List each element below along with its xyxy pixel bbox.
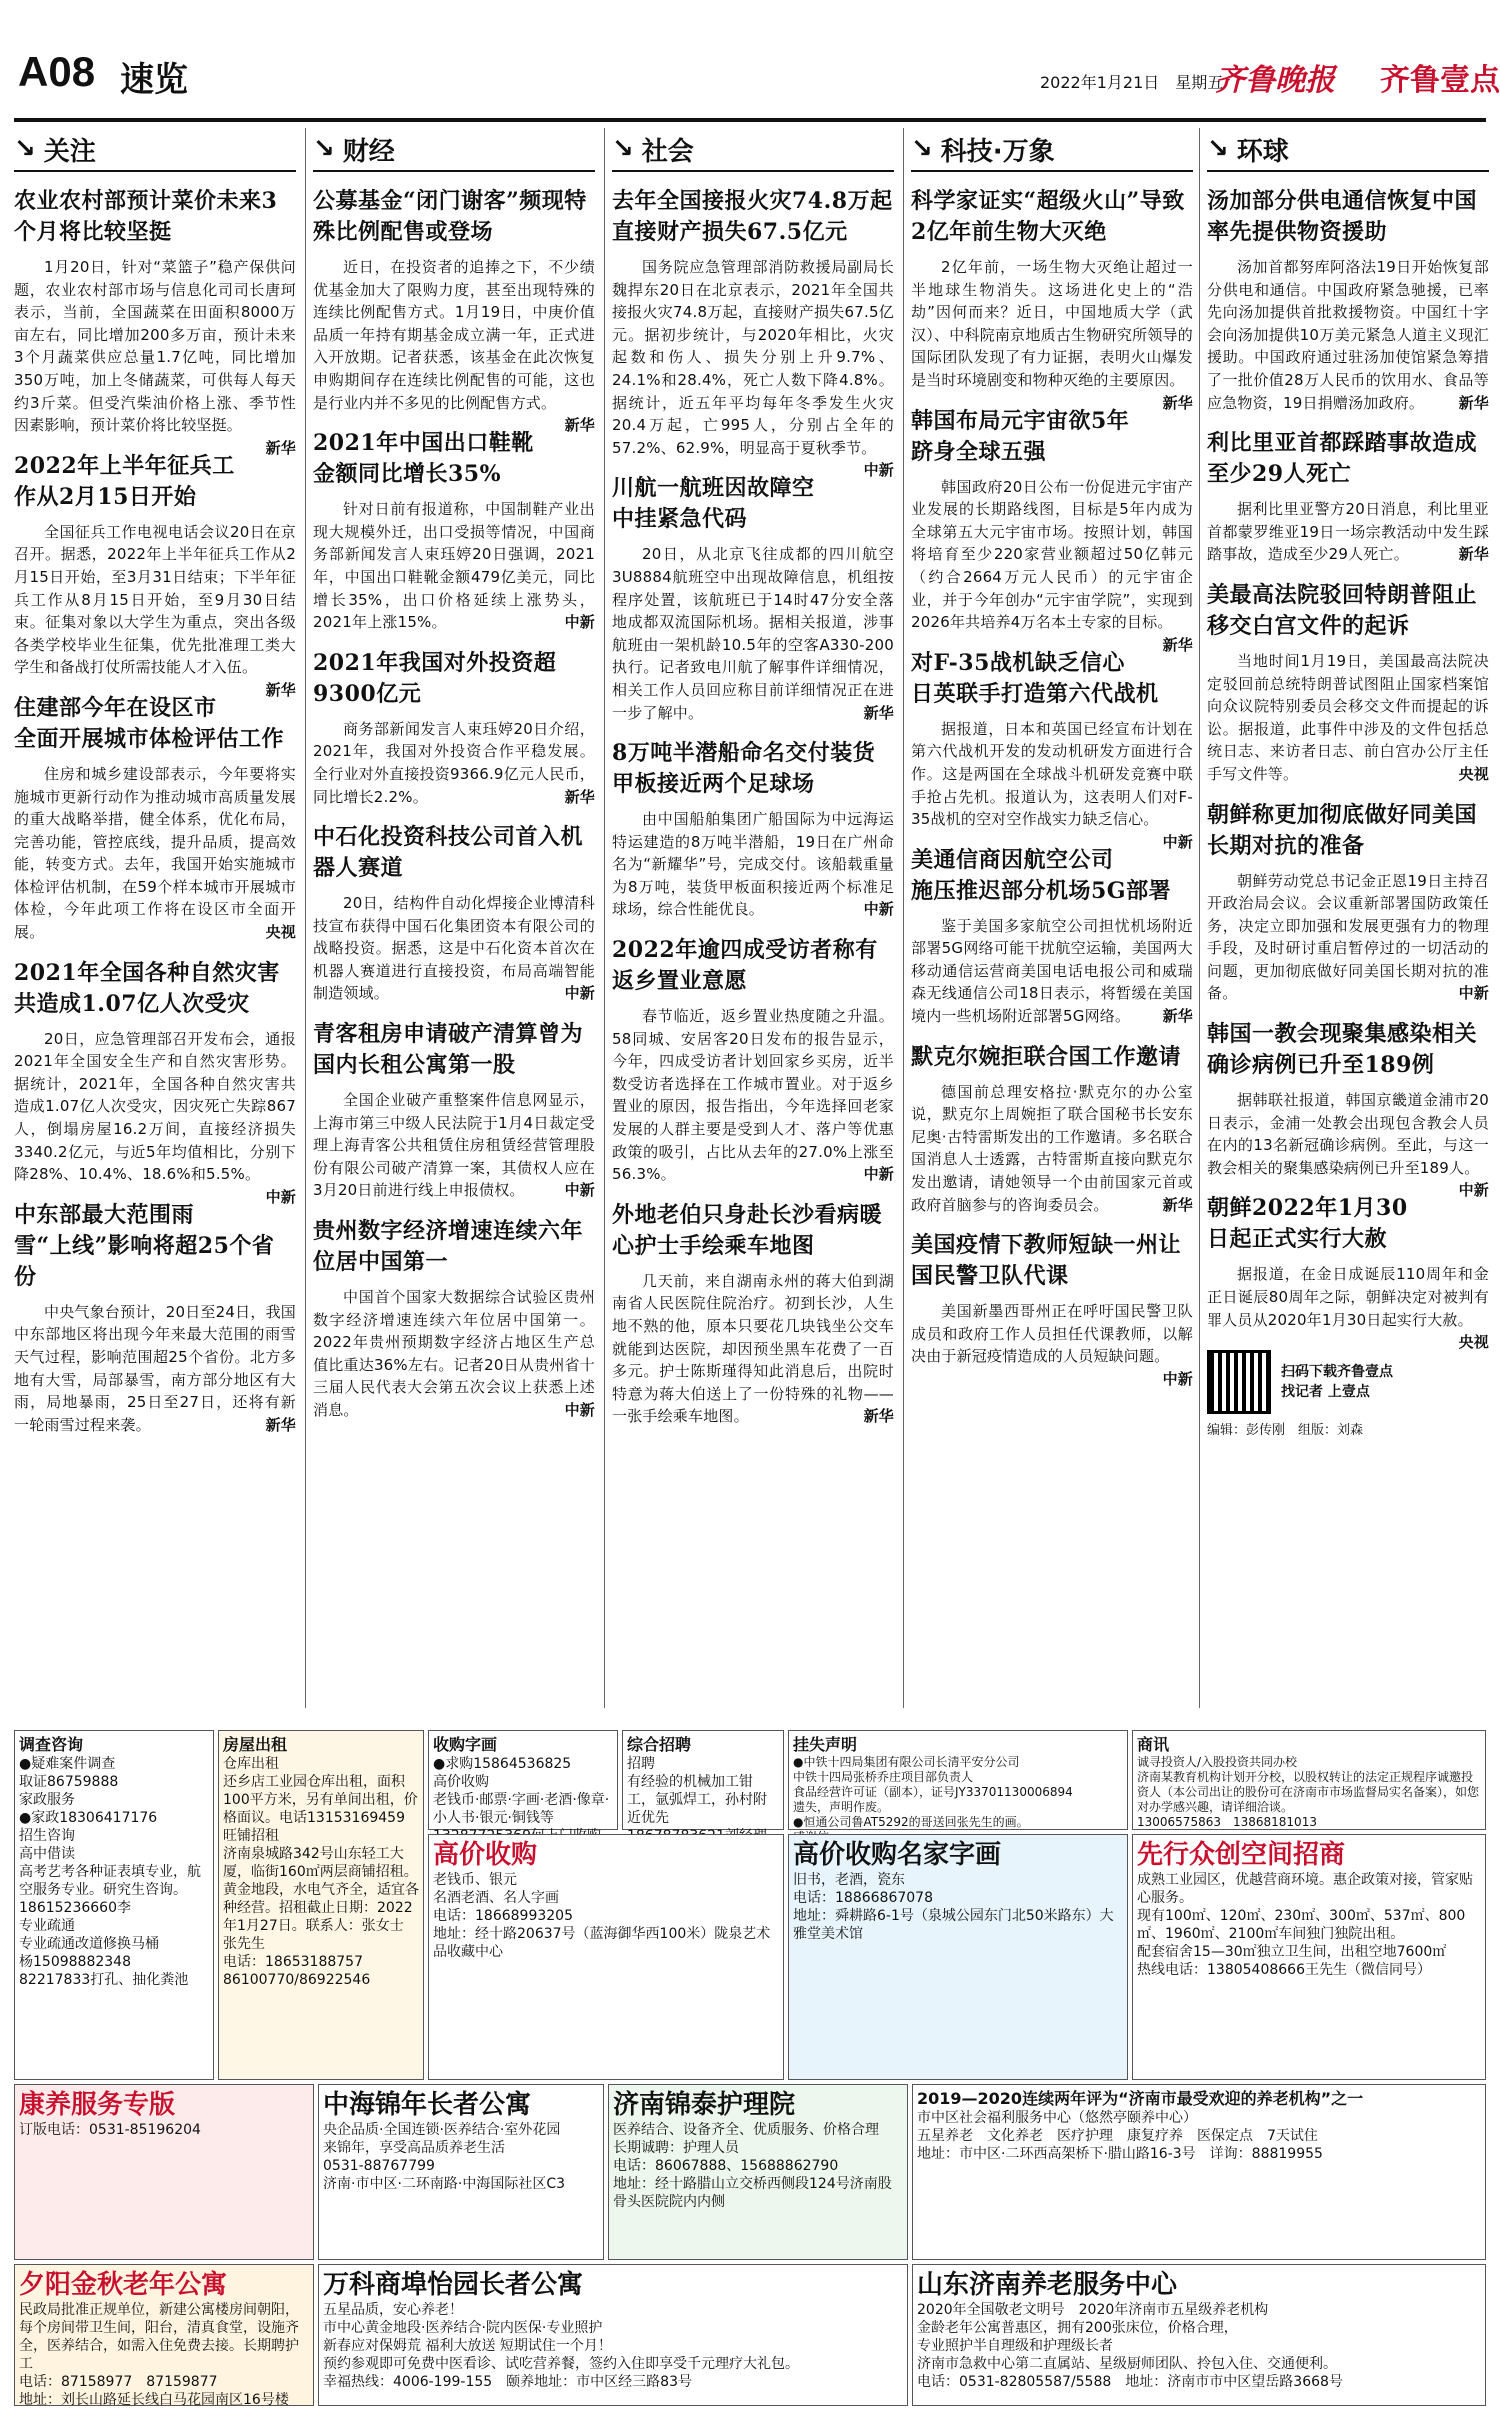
article-text: 鉴于美国多家航空公司担忧机场附近部署5G网络可能干扰航空运输，美国两大移动通信运营商美国电话电报公司和威瑞森无线通信公司18日表示，将暂缓在美国境内一些机场附近部署5G网络。: [911, 916, 1193, 1026]
article-source: 中新: [1162, 1370, 1193, 1388]
article-headline[interactable]: 住建部今年在设区市全面开展城市体检评估工作: [14, 694, 285, 752]
ad-line: 济南·市中区·二环南路·中海国际社区C3: [323, 2176, 566, 2192]
column-divider: [305, 128, 306, 1708]
article-headline[interactable]: 利比里亚首都踩踏事故造成至少29人死亡: [1207, 430, 1478, 488]
article: [612, 738, 894, 921]
article: [313, 428, 595, 634]
ad-line: 电话：18668993205: [433, 1908, 573, 1924]
qr-subtitle: 找记者 上壹点: [1281, 1384, 1370, 1401]
article-source: 新华: [564, 416, 595, 435]
ad-line: 山东济南养老服务中心: [917, 2270, 1178, 2300]
article-text: 据韩联社报道，韩国京畿道金浦市20日表示，金浦一处教会出现包含教会人员在内的13名新冠确诊病例。至此，与这一教会相关的聚集感染病例已升至189人。: [1207, 1091, 1489, 1177]
article-source: 央视: [1458, 1333, 1489, 1352]
ad-line: 专业疏通改道修换马桶: [19, 1936, 159, 1952]
ad-line: 金龄老年公寓普惠区，拥有200张床位，价格合理，: [917, 2320, 1238, 2336]
issue-date: 2022年1月21日 星期五: [1040, 73, 1224, 92]
ad-lost-notice: [788, 1730, 1128, 1830]
article-source: 新华: [863, 1407, 894, 1426]
ad-line: 挂失声明: [793, 1735, 858, 1754]
article-body: [911, 915, 1193, 1028]
ad-line: 央企品质·全国连锁·医养结合·室外花园: [323, 2122, 561, 2138]
ad-line: 高价收购: [433, 1774, 489, 1790]
article-source: 中新: [1458, 984, 1489, 1003]
article: [313, 648, 595, 808]
article-source: 新华: [265, 438, 296, 457]
article-body: [313, 1089, 595, 1202]
article-source: 新华: [1162, 1007, 1193, 1026]
ad-line: 综合招聘: [627, 1735, 692, 1754]
article-text: 由中国船舶集团广船国际为中远海运特运建造的8万吨半潜船，19日在广州命名为“新耀华”号，完成交付。该船载重量为8万吨，装货甲板面积接近两个标准足球场，综合性能优良。: [612, 810, 894, 919]
page-section-title: 速览: [120, 60, 188, 100]
column-header: [313, 128, 595, 172]
article-body: [1207, 498, 1489, 566]
article-body: [313, 892, 595, 1005]
ad-line: 民政局批准正规单位，新建公寓楼房间朝阳，每个房间带卫生间，阳台，清真食堂，设施齐全，医养结合，如需入住免费去接。长期聘护工: [19, 2302, 299, 2372]
article-source: 新华: [863, 703, 894, 722]
ad-line: 先行众创空间招商: [1137, 1840, 1346, 1870]
article-body: [612, 808, 894, 921]
ad-line: 名酒老酒、名人字画: [433, 1890, 559, 1906]
ad-line: 收购字画: [433, 1735, 498, 1754]
article-body: [911, 1300, 1193, 1388]
article-source: 中新: [564, 613, 595, 632]
ad-line: 医养结合、设备齐全、优质服务、价格合理: [613, 2122, 879, 2138]
ad-line: 仓库出租: [223, 1756, 279, 1772]
article-body: [1207, 1263, 1489, 1352]
ad-line: 专业照护半自理级和护理级长者: [917, 2338, 1113, 2354]
article-text: 美国新墨西哥州正在呼吁国民警卫队成员和政府工作人员担任代课教师，以解决由于新冠疫情造成的人员短缺问题。: [911, 1302, 1193, 1366]
ad-line: 高考艺考各种证表填专业，航空服务专业。研究生咨询。: [19, 1864, 201, 1898]
article-text: 韩国政府20日公布一份促进元宇宙产业发展的长期路线图，目标是5年内成为全球第五大元宇宙市场。按照计划，韩国将培育至少220家营业额超过50亿韩元（约合2664万元人民币）的元宇宙企业，并于今年创办“元宇宙学院”，实现到2026年共培养4万名本土专家的目标。: [911, 477, 1193, 632]
article-headline[interactable]: 美最高法院驳回特朗普阻止移交白宫文件的起诉: [1207, 581, 1478, 639]
article-body: [14, 256, 296, 457]
ad-line: 旺铺招租: [223, 1828, 279, 1844]
ad-line: 地址：经十路20637号（蓝海御华西100米）陇泉艺术品收藏中心: [433, 1926, 771, 1960]
article-headline[interactable]: 8万吨半潜船命名交付装货甲板接近两个足球场: [612, 740, 876, 798]
column-header: [612, 128, 894, 172]
ad-recruitment: [622, 1730, 784, 1830]
ad-line: 五星养老 文化养老 医疗护理 康复疗养 医保定点 7天试住: [917, 2128, 1318, 2144]
ad-line: 房屋出租: [223, 1735, 288, 1754]
ad-line: 13006575863 13868181013: [1137, 1815, 1317, 1829]
article: [1207, 186, 1489, 414]
ad-line: 现有100㎡、120㎡、230㎡、300㎡、537㎡、800㎡、1960㎡、2100㎡车间独门独院出租。: [1137, 1908, 1466, 1942]
article-headline[interactable]: 农业农村部预计菜价未来3个月将比较坚挺: [14, 188, 278, 245]
article-headline[interactable]: 默克尔婉拒联合国工作邀请: [911, 1043, 1182, 1070]
ad-jinan-elderly-center: [912, 2264, 1486, 2406]
ad-line: 中海锦年长者公寓: [323, 2090, 532, 2120]
article: [1207, 580, 1489, 786]
ad-line: 专业疏通: [19, 1918, 75, 1934]
advertisement-area: [14, 1730, 1486, 2406]
article-body: [1207, 256, 1489, 414]
article-source: 中新: [1162, 832, 1193, 851]
ad-line: 电话：87158977 87159877: [19, 2374, 218, 2390]
article: [313, 822, 595, 1005]
article: [1207, 800, 1489, 1006]
ad-line: 济南市急救中心第二直属站、星级厨师团队、拎包入住、交通便利。: [917, 2356, 1337, 2372]
ad-line: 老钱币、银元: [433, 1872, 517, 1888]
article-body: [1207, 870, 1489, 1006]
ad-line: 康养服务专版: [19, 2090, 176, 2120]
article-headline[interactable]: 2022年上半年征兵工作从2月15日开始: [14, 452, 235, 510]
ad-line: 济南泉城路342号山东轻工大厦，临街160㎡两层商铺招租。黄金地段，水电气齐全，适宜各种经营。招租截止日期：2022年1月27日。联系人：张女士 张先生: [223, 1846, 419, 1952]
article-text: 2亿年前，一场生物大灭绝让超过一半地球生物消失。这场进化史上的“浩劫”因何而来？近日，中国地质大学（武汉）、中科院南京地质古生物研究所领导的国际团队发现了有力证据，表明火山爆发是当时环境剧变和物种灭绝的主要原因。: [911, 258, 1193, 389]
ad-business-news: [1132, 1730, 1486, 1830]
article-headline[interactable]: 2022年逾四成受访者称有返乡置业意愿: [612, 937, 878, 995]
article-headline[interactable]: 贵州数字经济增速连续六年位居中国第一: [313, 1218, 584, 1276]
article-body: [612, 256, 894, 480]
ad-line: ●家政18306417176: [19, 1810, 158, 1826]
article-headline[interactable]: 去年全国接报火灾74.8万起直接财产损失67.5亿元: [612, 188, 893, 245]
ad-line: 招生咨询: [19, 1828, 75, 1844]
article-text: 德国前总理安格拉·默克尔的办公室说，默克尔上周婉拒了联合国秘书长安东尼奥·古特雷斯发出的工作邀请。多名联合国消息人士透露，古特雷斯直接向默克尔发出邀请，请她领导一个由前国家元首或政府首脑参与的咨询委员会。: [911, 1082, 1193, 1214]
article-body: [14, 521, 296, 699]
ad-line: 有经验的机械加工钳工，氩弧焊工，孙村附近优先: [627, 1774, 767, 1826]
ad-line: ●中铁十四局集团有限公司长清平安分公司: [793, 1755, 1020, 1769]
article: [1207, 428, 1489, 566]
article-headline[interactable]: 朝鲜称更加彻底做好同美国长期对抗的准备: [1207, 801, 1478, 859]
ad-line: 来锦年，享受高品质养老生活: [323, 2140, 505, 2156]
ad-line: ●求购15864536825: [433, 1756, 572, 1772]
arrow-icon: ↘: [911, 134, 933, 164]
article-body: [313, 256, 595, 435]
article-source: 中新: [265, 1187, 296, 1206]
ad-line: 0531-88767799: [323, 2158, 435, 2174]
ad-line: 诚寻投资人/入股投资共同办校: [1137, 1755, 1298, 1769]
article-text: 中国首个国家大数据综合试验区贵州数字经济增速连续六年位居中国第一。2022年贵州预期数字经济占地区生产总值比重达36%左右。记者20日从贵州省十三届人民代表大会第五次会议上获悉上述消息。: [313, 1288, 595, 1419]
article-body: [1207, 650, 1489, 786]
article-text: 据报道，在金日成诞辰110周年和金正日诞辰80周年之际，朝鲜决定对被判有罪人员从2020年1月30日起实行大赦。: [1207, 1265, 1489, 1329]
article-source: 中新: [564, 984, 595, 1003]
ad-line: 2019—2020连续两年评为“济南市最受欢迎的养老机构”之一: [917, 2089, 1364, 2108]
column-header: [1207, 128, 1489, 172]
ad-line: 济南锦泰护理院: [613, 2090, 796, 2120]
article: [612, 1200, 894, 1428]
article-text: 据利比里亚警方20日消息，利比里亚首都蒙罗维亚19日一场宗教活动中发生踩踏事故，造成至少29人死亡。: [1207, 500, 1489, 564]
article: [14, 451, 296, 699]
ad-office-space: [1132, 1834, 1486, 2080]
ad-line: 旧书，老酒，瓷东: [793, 1872, 905, 1888]
ad-line: 中铁十四局张桥乔庄项目部负责人: [793, 1770, 974, 1784]
article: [14, 1200, 296, 1437]
column-title: 环球: [1236, 136, 1289, 167]
article-source: 新华: [1162, 393, 1193, 412]
article: [313, 1216, 595, 1422]
ad-line: 18615236660李: [19, 1900, 131, 1916]
ad-classified-left: [14, 1730, 214, 2080]
ad-line: 高价收购名家字画: [793, 1840, 1002, 1870]
ad-property-rental: [218, 1730, 424, 2080]
article-headline[interactable]: 2021年中国出口鞋靴金额同比增长35%: [313, 430, 534, 488]
ad-line: 预约参观即可免费中医看诊、试吃营养餐，签约入住即享受千元理疗大礼包。: [323, 2356, 799, 2372]
article-text: 住房和城乡建设部表示，今年要将实施城市更新行动作为推动城市高质量发展的重大战略举措，健全体系，优化布局，完善功能，管控底线，提升品质，提高效能，转变方式。去年，我国开始实施城市体检评估机制，在59个样本城市开展城市体检，今年此项工作将在设区市全面开展。: [14, 764, 296, 942]
ad-line: 2020年全国敬老文明号 2020年济南市五星级养老机构: [917, 2302, 1269, 2318]
article-source: 央视: [1458, 764, 1489, 783]
ad-line: 招聘: [627, 1756, 655, 1772]
article-source: 新华: [265, 680, 296, 699]
article-body: [1207, 1089, 1489, 1200]
column-4: [911, 128, 1193, 1708]
article-text: 春节临近，返乡置业热度随之升温。58同城、安居客20日发布的报告显示，今年，四成受访者计划回家乡买房，近半数受访者选择在工作城市置业。对于返乡置业的原因，报告指出，今年选择回老家发展的人群主要是受到人才、落户等优惠政策的吸引，占比从去年的27.0%上涨至56.3%。: [612, 1007, 894, 1184]
ad-line: 配套宿舍15—30㎡独立卫生间，出租空地7600㎡: [1137, 1944, 1447, 1960]
article: [911, 1230, 1193, 1388]
article-body: [14, 763, 296, 944]
article-source: 新华: [564, 787, 595, 806]
article-source: 中新: [564, 1181, 595, 1200]
article-source: 中新: [863, 1165, 894, 1184]
article-body: [313, 718, 595, 808]
page-header: [0, 0, 1500, 120]
ad-line: 幸福热线：4006-199-155 颐养地址：市中区经三路83号: [323, 2374, 692, 2390]
ad-high-price-buy: [428, 1834, 784, 2080]
article-source: 中新: [564, 1401, 595, 1419]
ad-line: 调查咨询: [19, 1735, 84, 1754]
article-source: 央视: [265, 923, 296, 942]
ad-line: 还乡店工业园仓库出租，面积100平方米，另有单间出租，价格面议。电话13153169459: [223, 1774, 418, 1826]
app-logo: 齐鲁壹点: [1380, 63, 1500, 98]
ad-xiyang-apartment: [14, 2264, 314, 2406]
column-divider: [903, 128, 904, 1708]
ad-line: 订版电话：0531-85196204: [19, 2122, 201, 2138]
article-headline[interactable]: 汤加部分供电通信恢复中国率先提供物资援助: [1207, 188, 1478, 245]
ad-line: 家政服务: [19, 1792, 75, 1808]
article-headline[interactable]: 科学家证实“超级火山”导致2亿年前生物大灭绝: [911, 188, 1185, 245]
qr-code-icon[interactable]: [1207, 1350, 1271, 1414]
article-body: [911, 1081, 1193, 1217]
ad-line: 成熟工业园区，优越营商环境。惠企政策对接，管家贴心服务。: [1137, 1872, 1473, 1906]
article-text: 针对日前有报道称，中国制鞋产业出现大规模外迁，出口受损等情况，中国商务部新闻发言人束珏婷20日强调，2021年，中国出口鞋靴金额479亿美元，同比增长35%，出口价格延续上涨势头，2021年上涨15%。: [313, 500, 595, 632]
column-header: [911, 128, 1193, 172]
column-2: [313, 128, 595, 1708]
article: [911, 186, 1193, 412]
column-title: 科技·万象: [940, 136, 1055, 167]
qr-block: [1207, 1349, 1429, 1415]
arrow-icon: ↘: [1207, 134, 1229, 164]
column-1: [14, 128, 296, 1708]
qr-label: 扫码下载齐鲁壹点: [1281, 1364, 1393, 1381]
ad-line: 电话：0531-82805587/5588 地址：济南市市中区望岳路3668号: [917, 2374, 1343, 2390]
article: [911, 648, 1193, 851]
ad-vanke-apartment: [318, 2264, 908, 2406]
ad-collect-calligraphy: [428, 1730, 618, 1830]
ad-line: 长期诚聘：护理人员: [613, 2140, 739, 2156]
ad-line: 食品经营许可证（副本），证号JY33701130006894: [793, 1785, 1073, 1799]
header-rule: [14, 118, 1486, 122]
article-body: [911, 476, 1193, 654]
article-headline[interactable]: 对F-35战机缺乏信心日英联手打造第六代战机: [911, 649, 1159, 707]
article-source: 新华: [1162, 1195, 1193, 1214]
article-headline[interactable]: 2021年全国各种自然灾害共造成1.07亿人次受灾: [14, 959, 280, 1017]
ad-line: 地址：舜耕路6-1号（泉城公园东门北50米路东）大雅堂美术馆: [793, 1908, 1114, 1942]
ad-line: 新春应对保姆荒 福利大放送 短期试住一个月！: [323, 2338, 612, 2354]
column-title: 财经: [342, 136, 395, 167]
article-text: 国务院应急管理部消防救援局副局长魏捍东20日在北京表示，2021年全国共接报火灾74.8万起，直接财产损失67.5亿元。据初步统计，与2020年相比，火灾起数和伤人、损失分别上升9.7%、24.1%和28.4%，死亡人数下降4.8%。据统计，近五年平均每年冬季发生火灾20.4万起，亡995人，分别占全年的57.2%、62.9%，明显高于夏秋季节。: [612, 258, 894, 457]
article-text: 商务部新闻发言人束珏婷20日介绍，2021年，我国对外投资合作平稳发展。全行业对外直接投资9366.9亿元人民币，同比增长2.2%。: [313, 719, 595, 806]
article-text: 几天前，来自湖南永州的蒋大伯到湖南省人民医院住院治疗。初到长沙，人生地不熟的他，原本只要花几块钱坐公交车就能到达医院，却因预坐黑车花费了一百多元。护士陈斯瑾得知此消息后，出院时特意为蒋大伯送上了一份特殊的礼物——一张手绘乘车地图。: [612, 1271, 894, 1426]
article-headline[interactable]: 2021年我国对外投资超9300亿元: [313, 649, 557, 707]
ad-line: 地址：刘长山路延长线白马花园南区16号楼: [19, 2392, 289, 2408]
article-headline[interactable]: 美通信商因航空公司施压推迟部分机场5G部署: [911, 846, 1172, 904]
ad-line: 热线电话：13805408666王先生（微信同号）: [1137, 1962, 1431, 1978]
article: [612, 935, 894, 1186]
ad-line: 万科商埠怡园长者公寓: [323, 2270, 584, 2300]
ad-line: 老钱币·邮票·字画·老酒·像章·小人书·银元·铜钱等: [433, 1792, 610, 1826]
article-headline[interactable]: 中石化投资科技公司首入机器人赛道: [313, 824, 584, 882]
ad-line: 市中心黄金地段·医养结合·院内医保·专业照护: [323, 2320, 603, 2336]
article: [313, 1019, 595, 1202]
article-headline[interactable]: 外地老伯只身赴长沙看病暖心护士手绘乘车地图: [612, 1201, 883, 1259]
arrow-icon: ↘: [612, 134, 634, 164]
article-source: 中新: [863, 461, 894, 480]
article-body: [911, 256, 1193, 412]
arrow-icon: ↘: [14, 134, 36, 164]
article-body: [612, 543, 894, 724]
article-headline[interactable]: 韩国布局元宇宙欲5年跻身全球五强: [911, 407, 1130, 465]
column-divider: [1199, 128, 1200, 1708]
article-text: 当地时间1月19日，美国最高法院决定驳回前总统特朗普试图阻止国家档案馆向众议院特别委员会移交文件而提起的诉讼。据报道，此事件中涉及的文件包括总统日志、来访者日志、前白宫办公厅主任手写文件等。: [1207, 651, 1489, 783]
article-text: 全国征兵工作电视电话会议20日在京召开。据悉，2022年上半年征兵工作从2月15日开始，至3月31日结束；下半年征兵工作从8月15日开始，至9月30日结束。征集对象以大学生为重点，突出各级各类学校毕业生征集，优先批准理工类大学生和备战打仗所需技能人才入伍。: [14, 522, 296, 677]
qr-caption: [1281, 1362, 1393, 1402]
article-body: [612, 1005, 894, 1186]
ad-health-special: [14, 2084, 314, 2260]
article-body: [313, 498, 595, 634]
article-text: 近日，在投资者的追捧之下，不少绩优基金加大了限购力度，甚至出现特殊的连续比例配售方式。1月19日，中庚价值品质一年持有期基金成立满一年，正式进入开放期。记者获悉，该基金在此次恢复申购期间存在连续比例配售的可能，这也是行业内并不多见的比例配售方式。: [313, 258, 595, 412]
article: [911, 1042, 1193, 1217]
article-headline[interactable]: 公募基金“闭门谢客”频现特殊比例配售或登场: [313, 188, 587, 245]
article-headline[interactable]: 美国疫情下教师短缺一州让国民警卫队代课: [911, 1232, 1182, 1290]
ad-welfare-center: [912, 2084, 1486, 2260]
ad-line: ●疑难案件调查: [19, 1756, 116, 1772]
ad-line: 电话：86067888、15688862790: [613, 2158, 839, 2174]
article-headline[interactable]: 朝鲜2022年1月30日起正式实行大赦: [1207, 1195, 1408, 1253]
ad-line: 商讯: [1137, 1735, 1170, 1754]
article-text: 1月20日，针对“菜篮子”稳产保供问题，农业农村部市场与信息化司司长唐珂表示，当前，全国蔬菜在田面积8000万亩左右，同比增加200多万亩，预计未来3个月蔬菜供应总量1.7亿吨，同比增加350万吨，加上冬储蔬菜，可供每人每天约3斤菜。但受汽柴油价格上涨、季节性因素影响，预计菜价将比较坚挺。: [14, 258, 296, 435]
article-body: [911, 718, 1193, 851]
article-body: [313, 1286, 595, 1422]
article-source: 中新: [863, 900, 894, 919]
ad-line: 市中区社会福利服务中心（悠然亭颐养中心）: [917, 2110, 1197, 2126]
column-title: 关注: [43, 136, 96, 167]
page-number: A08: [18, 48, 96, 95]
column-title: 社会: [641, 136, 694, 167]
ad-line: 取证86759888: [19, 1774, 119, 1790]
newspaper-logo: 齐鲁晚报: [1215, 63, 1335, 98]
article: [14, 693, 296, 944]
ad-line: 遗失，声明作废。: [793, 1800, 890, 1814]
ad-line: 地址：经十路腊山立交桥西侧段124号济南股骨头医院院内内侧: [613, 2176, 892, 2210]
article: [612, 473, 894, 724]
ad-line: 杨15098882348: [19, 1954, 131, 1970]
article-headline[interactable]: 川航一航班因故障空中挂紧急代码: [612, 475, 815, 533]
article-text: 朝鲜劳动党总书记金正恩19日主持召开政治局会议。会议重新部署国防政策任务，决定立即加强和发展更强有力的物理手段，及时研讨重启暂停过的一切活动的问题，更加彻底做好同美国长期对抗的准备。: [1207, 871, 1489, 1003]
article-source: 中新: [1458, 1181, 1489, 1200]
article-headline[interactable]: 中东部最大范围雨雪“上线”影响将超25个省份: [14, 1201, 275, 1290]
article-text: 中央气象台预计，20日至24日，我国中东部地区将出现今年来最大范围的雨雪天气过程，影响范围超25个省份。北方多地有大雪，局部暴雪，南方部分地区有大雨，局地暴雨，25日至27日，还将有新一轮雨雪过程来袭。: [14, 1302, 296, 1434]
article-source: 新华: [1458, 545, 1489, 564]
article-source: 新华: [265, 1415, 296, 1434]
ad-zhonghai-apartment: [318, 2084, 604, 2260]
article-source: 新华: [1458, 393, 1489, 412]
ad-line: 地址：市中区·二环西高架桥下·腊山路16-3号 详询：88819955: [917, 2146, 1323, 2162]
ad-jintai-nursing: [608, 2084, 908, 2260]
article: [313, 186, 595, 435]
ad-line: 电话：18653188757 86100770/86922546: [223, 1954, 371, 1988]
article: [911, 845, 1193, 1028]
article-text: 20日，结构件自动化焊接企业博清科技宣布获得中国石化集团资本有限公司的战略投资。据悉，这是中石化资本首次在机器人赛道进行直接投资，布局高端智能制造领域。: [313, 894, 595, 1003]
arrow-icon: ↘: [313, 134, 335, 164]
article-headline[interactable]: 青客租房申请破产清算曾为国内长租公寓第一股: [313, 1021, 584, 1079]
ad-line: 济南某教育机构计划开分校，以股权转让的法定正规程序诚邀投资人（本公司出让的股份可在济南市市场监督局实名备案），如您对办学感兴趣，请详细洽谈。: [1137, 1770, 1480, 1814]
article-text: 汤加首都努库阿洛法19日开始恢复部分供电和通信。中国政府紧急驰援，已率先向汤加提供首批救援物资。中国红十字会向汤加提供10万美元紧急人道主义现汇援助。中国政府通过驻汤加使馆紧急筹措了一批价值28万人民币的饮用水、食品等应急物资，19日捐赠汤加政府。: [1207, 258, 1489, 412]
article: [911, 406, 1193, 654]
column-divider: [604, 128, 605, 1708]
article-text: 20日，应急管理部召开发布会，通报2021年全国安全生产和自然灾害形势。据统计，2021年，全国各种自然灾害共造成1.07亿人次受灾，因灾死亡失踪867人，倒塌房屋16.2万间，直接经济损失3340.2亿元，与近5年均值相比，分别下降28%、10.4%、18.6%和5.5%。: [14, 1029, 296, 1184]
article: [14, 958, 296, 1206]
ad-line: 五星品质，安心养老！: [323, 2302, 463, 2318]
column-header: [14, 128, 296, 172]
ad-line: 高中借读: [19, 1846, 75, 1862]
article-source: 新华: [1162, 635, 1193, 654]
ad-line: 高价收购: [433, 1840, 538, 1870]
article-text: 全国企业破产重整案件信息网显示，上海市第三中级人民法院于1月4日裁定受理上海青客公共租赁住房租赁经营管理股份有限公司破产清算一案，其债权人应在3月20日前进行线上申报债权。: [313, 1091, 595, 1200]
ad-line: 夕阳金秋老年公寓: [19, 2270, 228, 2300]
article: [1207, 1193, 1489, 1352]
article-body: [14, 1028, 296, 1206]
article: [1207, 1019, 1489, 1200]
article-body: [14, 1301, 296, 1437]
article-text: 20日，从北京飞往成都的四川航空3U8884航班空中出现故障信息，机组按程序处置，该航班已于14时47分安全落地成都双流国际机场。据相关报道，涉事航班由一架机龄10.5年的空客A330-200执行。记者致电川航了解事件详细情况，相关工作人员回应称目前详细情况正在进一步了解中。: [612, 545, 894, 722]
ad-line: ●恒通公司鲁AT5292的哥送回张先生的画。: [793, 1815, 1029, 1829]
column-5: [1207, 128, 1489, 1708]
ad-line: 电话：18866867078: [793, 1890, 933, 1906]
article: [612, 186, 894, 480]
ad-buy-paintings: [788, 1834, 1128, 2080]
article-text: 据报道，日本和英国已经宣布计划在第六代战机开发的发动机研发方面进行合作。这是两国在全球战斗机研发竞赛中联手抢占先机。报道认为，这表明人们对F-35战机的空对空作战实力缺乏信心。: [911, 719, 1193, 829]
article-body: [612, 1270, 894, 1428]
article: [14, 186, 296, 457]
editor-credit: 编辑：彭传刚 组版：刘森: [1207, 1423, 1364, 1439]
ad-line: 82217833打孔、抽化粪池: [19, 1972, 189, 1988]
column-3: [612, 128, 894, 1708]
article-headline[interactable]: 韩国一教会现聚集感染相关确诊病例已升至189例: [1207, 1021, 1478, 1079]
